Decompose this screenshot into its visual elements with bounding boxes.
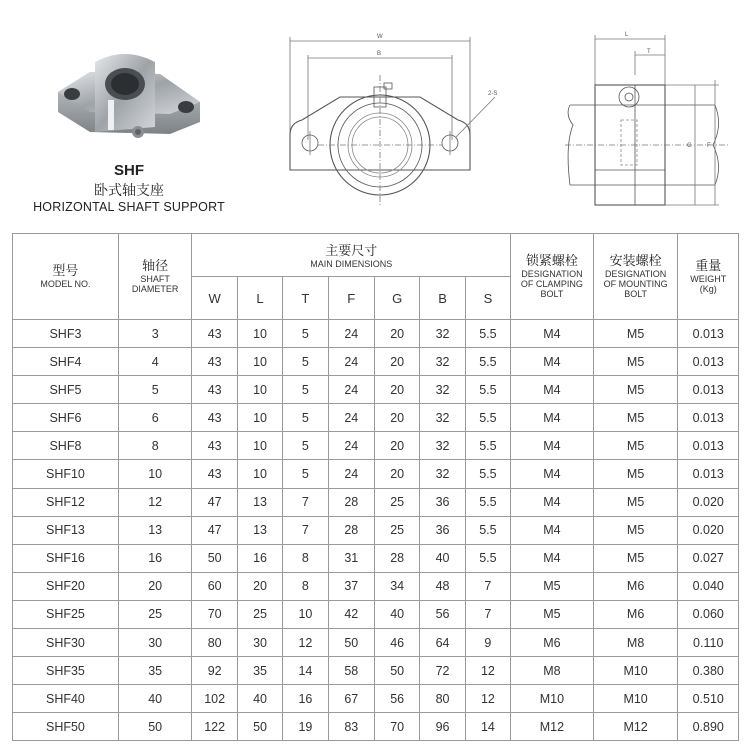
cell-l: 50: [237, 713, 282, 741]
cell-f: 24: [328, 404, 374, 432]
cell-l: 35: [237, 657, 282, 685]
cell-mounting-bolt: M5: [593, 320, 678, 348]
cell-weight: 0.013: [678, 432, 739, 460]
cell-g: 34: [374, 572, 419, 600]
cell-f: 24: [328, 348, 374, 376]
cell-weight: 0.013: [678, 320, 739, 348]
cell-mounting-bolt: M5: [593, 432, 678, 460]
header-main-en: MAIN DIMENSIONS: [310, 258, 393, 269]
header-main-dimensions: [192, 234, 511, 277]
cell-t: 14: [283, 657, 328, 685]
cell-s: 7: [465, 600, 510, 628]
cell-weight: 0.060: [678, 600, 739, 628]
cell-s: 12: [465, 657, 510, 685]
cell-s: 12: [465, 685, 510, 713]
cell-l: 10: [237, 460, 282, 488]
cell-w: 43: [192, 320, 237, 348]
cell-f: 50: [328, 629, 374, 657]
cell-f: 28: [328, 488, 374, 516]
cell-mounting-bolt: M5: [593, 404, 678, 432]
header-model: [13, 234, 119, 320]
specification-table-body: [13, 320, 739, 741]
cell-b: 40: [420, 544, 465, 572]
cell-s: 5.5: [465, 488, 510, 516]
cell-b: 72: [420, 657, 465, 685]
cell-f: 42: [328, 600, 374, 628]
product-name-cn: 卧式轴支座: [94, 183, 164, 199]
dim-label-t: T: [647, 49, 651, 55]
cell-shaft-diameter: 16: [118, 544, 192, 572]
cell-t: 7: [283, 488, 328, 516]
cell-w: 80: [192, 629, 237, 657]
cell-shaft-diameter: 4: [118, 348, 192, 376]
cell-mounting-bolt: M6: [593, 572, 678, 600]
cell-s: 5.5: [465, 516, 510, 544]
front-view-drawing: [270, 25, 520, 210]
table-row: [13, 488, 739, 516]
table-row: [13, 629, 739, 657]
cell-w: 102: [192, 685, 237, 713]
cell-w: 47: [192, 488, 237, 516]
cell-shaft-diameter: 30: [118, 629, 192, 657]
table-row: [13, 460, 739, 488]
cell-shaft-diameter: 20: [118, 572, 192, 600]
cell-t: 8: [283, 544, 328, 572]
cell-w: 43: [192, 404, 237, 432]
header-dim-l: L: [237, 277, 282, 320]
cell-clamping-bolt: M4: [511, 516, 594, 544]
cell-weight: 0.013: [678, 404, 739, 432]
side-view-drawing: [565, 25, 735, 210]
cell-mounting-bolt: M5: [593, 544, 678, 572]
cell-g: 28: [374, 544, 419, 572]
cell-mounting-bolt: M10: [593, 685, 678, 713]
table-row: [13, 376, 739, 404]
cell-w: 70: [192, 600, 237, 628]
header-mount-en: DESIGNATION OF MOUNTING BOLT: [603, 269, 668, 299]
cell-b: 32: [420, 376, 465, 404]
cell-mounting-bolt: M6: [593, 600, 678, 628]
dim-label-b: B: [377, 51, 382, 57]
cell-b: 32: [420, 460, 465, 488]
cell-g: 20: [374, 460, 419, 488]
cell-t: 10: [283, 600, 328, 628]
header-dim-b: B: [420, 277, 465, 320]
cell-g: 50: [374, 657, 419, 685]
header-clamp-en: DESIGNATION OF CLAMPING BOLT: [520, 269, 583, 299]
cell-shaft-diameter: 25: [118, 600, 192, 628]
cell-s: 5.5: [465, 376, 510, 404]
cell-b: 32: [420, 404, 465, 432]
cell-t: 5: [283, 460, 328, 488]
cell-t: 16: [283, 685, 328, 713]
cell-weight: 0.110: [678, 629, 739, 657]
cell-s: 7: [465, 572, 510, 600]
cell-shaft-diameter: 13: [118, 516, 192, 544]
dim-label-l: L: [625, 32, 629, 38]
cell-w: 92: [192, 657, 237, 685]
cell-f: 24: [328, 432, 374, 460]
cell-w: 43: [192, 376, 237, 404]
cell-clamping-bolt: M12: [511, 713, 594, 741]
cell-l: 16: [237, 544, 282, 572]
cell-s: 5.5: [465, 320, 510, 348]
header-weight: [678, 234, 739, 320]
cell-clamping-bolt: M10: [511, 685, 594, 713]
header-clamping-bolt: [511, 234, 594, 320]
cell-model: SHF5: [13, 376, 119, 404]
cell-model: SHF13: [13, 516, 119, 544]
cell-g: 20: [374, 348, 419, 376]
cell-g: 40: [374, 600, 419, 628]
cell-b: 32: [420, 432, 465, 460]
cell-l: 13: [237, 516, 282, 544]
table-row: [13, 432, 739, 460]
cell-clamping-bolt: M4: [511, 320, 594, 348]
header-shaft-en: SHAFT DIAMETER: [131, 274, 179, 294]
cell-mounting-bolt: M5: [593, 516, 678, 544]
cell-mounting-bolt: M5: [593, 488, 678, 516]
table-row: [13, 544, 739, 572]
cell-g: 46: [374, 629, 419, 657]
table-row: [13, 320, 739, 348]
cell-clamping-bolt: M4: [511, 488, 594, 516]
cell-g: 56: [374, 685, 419, 713]
cell-shaft-diameter: 40: [118, 685, 192, 713]
cell-l: 10: [237, 376, 282, 404]
cell-l: 10: [237, 348, 282, 376]
cell-clamping-bolt: M4: [511, 432, 594, 460]
dim-label-f: F: [707, 143, 711, 149]
cell-shaft-diameter: 12: [118, 488, 192, 516]
cell-l: 10: [237, 404, 282, 432]
cell-l: 40: [237, 685, 282, 713]
cell-b: 96: [420, 713, 465, 741]
cell-clamping-bolt: M4: [511, 348, 594, 376]
cell-t: 5: [283, 348, 328, 376]
cell-t: 19: [283, 713, 328, 741]
cell-b: 56: [420, 600, 465, 628]
table-row: [13, 516, 739, 544]
cell-weight: 0.013: [678, 376, 739, 404]
cell-shaft-diameter: 10: [118, 460, 192, 488]
cell-b: 32: [420, 348, 465, 376]
cell-l: 10: [237, 320, 282, 348]
header-dim-s: S: [465, 277, 510, 320]
header-dim-t: T: [283, 277, 328, 320]
cell-f: 24: [328, 320, 374, 348]
cell-t: 7: [283, 516, 328, 544]
cell-l: 13: [237, 488, 282, 516]
cell-f: 28: [328, 516, 374, 544]
product-name-en: HORIZONTAL SHAFT SUPPORT: [33, 200, 225, 214]
cell-w: 43: [192, 432, 237, 460]
cell-s: 5.5: [465, 544, 510, 572]
cell-model: SHF6: [13, 404, 119, 432]
header-dim-g: G: [374, 277, 419, 320]
cell-f: 24: [328, 460, 374, 488]
cell-s: 14: [465, 713, 510, 741]
dim-label-g: G: [687, 143, 692, 149]
cell-w: 47: [192, 516, 237, 544]
cell-l: 25: [237, 600, 282, 628]
cell-shaft-diameter: 3: [118, 320, 192, 348]
cell-w: 60: [192, 572, 237, 600]
cell-shaft-diameter: 8: [118, 432, 192, 460]
cell-shaft-diameter: 5: [118, 376, 192, 404]
cell-clamping-bolt: M4: [511, 404, 594, 432]
cell-w: 122: [192, 713, 237, 741]
header-model-cn: 型号: [52, 264, 79, 279]
cell-g: 20: [374, 320, 419, 348]
cell-mounting-bolt: M12: [593, 713, 678, 741]
header-dim-w: W: [192, 277, 237, 320]
cell-weight: 0.510: [678, 685, 739, 713]
cell-shaft-diameter: 35: [118, 657, 192, 685]
header-shaft-cn: 轴径: [142, 259, 169, 274]
cell-g: 20: [374, 432, 419, 460]
cell-weight: 0.020: [678, 516, 739, 544]
cell-w: 43: [192, 460, 237, 488]
cell-f: 67: [328, 685, 374, 713]
cell-f: 31: [328, 544, 374, 572]
dim-label-w: W: [377, 34, 383, 40]
cell-model: SHF40: [13, 685, 119, 713]
cell-clamping-bolt: M6: [511, 629, 594, 657]
cell-weight: 0.890: [678, 713, 739, 741]
cell-b: 36: [420, 516, 465, 544]
table-row: [13, 348, 739, 376]
cell-weight: 0.013: [678, 460, 739, 488]
cell-clamping-bolt: M5: [511, 572, 594, 600]
cell-mounting-bolt: M5: [593, 348, 678, 376]
cell-shaft-diameter: 50: [118, 713, 192, 741]
cell-t: 12: [283, 629, 328, 657]
cell-mounting-bolt: M5: [593, 460, 678, 488]
table-row: [13, 657, 739, 685]
cell-l: 10: [237, 432, 282, 460]
cell-b: 32: [420, 320, 465, 348]
cell-t: 5: [283, 404, 328, 432]
cell-clamping-bolt: M4: [511, 460, 594, 488]
header-model-en: MODEL NO.: [40, 279, 91, 289]
dim-label-s: 2-S: [488, 91, 498, 97]
product-photo: [50, 52, 210, 162]
cell-f: 37: [328, 572, 374, 600]
cell-s: 5.5: [465, 432, 510, 460]
cell-s: 5.5: [465, 404, 510, 432]
table-row: [13, 600, 739, 628]
cell-model: SHF4: [13, 348, 119, 376]
cell-model: SHF35: [13, 657, 119, 685]
cell-g: 20: [374, 404, 419, 432]
table-row: [13, 713, 739, 741]
cell-t: 5: [283, 432, 328, 460]
header-mount-cn: 安装螺栓: [609, 254, 662, 269]
cell-clamping-bolt: M8: [511, 657, 594, 685]
cell-model: SHF25: [13, 600, 119, 628]
cell-model: SHF3: [13, 320, 119, 348]
cell-g: 25: [374, 516, 419, 544]
cell-clamping-bolt: M4: [511, 376, 594, 404]
cell-t: 5: [283, 320, 328, 348]
cell-shaft-diameter: 6: [118, 404, 192, 432]
table-row: [13, 572, 739, 600]
header-clamp-cn: 锁紧螺栓: [525, 254, 578, 269]
cell-w: 43: [192, 348, 237, 376]
cell-l: 30: [237, 629, 282, 657]
cell-mounting-bolt: M10: [593, 657, 678, 685]
header-dim-f: F: [328, 277, 374, 320]
cell-model: SHF30: [13, 629, 119, 657]
cell-clamping-bolt: M5: [511, 600, 594, 628]
specification-table: [12, 233, 739, 741]
cell-f: 58: [328, 657, 374, 685]
table-row: [13, 685, 739, 713]
cell-model: SHF12: [13, 488, 119, 516]
cell-model: SHF16: [13, 544, 119, 572]
cell-weight: 0.013: [678, 348, 739, 376]
header-main-cn: 主要尺寸: [325, 243, 378, 259]
cell-g: 70: [374, 713, 419, 741]
cell-weight: 0.020: [678, 488, 739, 516]
header-mounting-bolt: [593, 234, 678, 320]
header-weight-en: WEIGHT (Kg): [690, 274, 727, 294]
cell-s: 5.5: [465, 460, 510, 488]
cell-g: 25: [374, 488, 419, 516]
cell-b: 48: [420, 572, 465, 600]
cell-g: 20: [374, 376, 419, 404]
cell-b: 64: [420, 629, 465, 657]
cell-s: 9: [465, 629, 510, 657]
cell-w: 50: [192, 544, 237, 572]
cell-clamping-bolt: M4: [511, 544, 594, 572]
cell-mounting-bolt: M8: [593, 629, 678, 657]
cell-model: SHF50: [13, 713, 119, 741]
product-model-title: SHF: [114, 162, 144, 179]
table-row: [13, 404, 739, 432]
cell-weight: 0.027: [678, 544, 739, 572]
cell-weight: 0.380: [678, 657, 739, 685]
cell-f: 83: [328, 713, 374, 741]
cell-t: 8: [283, 572, 328, 600]
cell-model: SHF20: [13, 572, 119, 600]
cell-model: SHF8: [13, 432, 119, 460]
header-shaft: [118, 234, 192, 320]
cell-weight: 0.040: [678, 572, 739, 600]
cell-s: 5.5: [465, 348, 510, 376]
cell-f: 24: [328, 376, 374, 404]
cell-mounting-bolt: M5: [593, 376, 678, 404]
cell-b: 36: [420, 488, 465, 516]
cell-model: SHF10: [13, 460, 119, 488]
cell-t: 5: [283, 376, 328, 404]
cell-b: 80: [420, 685, 465, 713]
cell-l: 20: [237, 572, 282, 600]
header-weight-cn: 重量: [695, 259, 722, 274]
